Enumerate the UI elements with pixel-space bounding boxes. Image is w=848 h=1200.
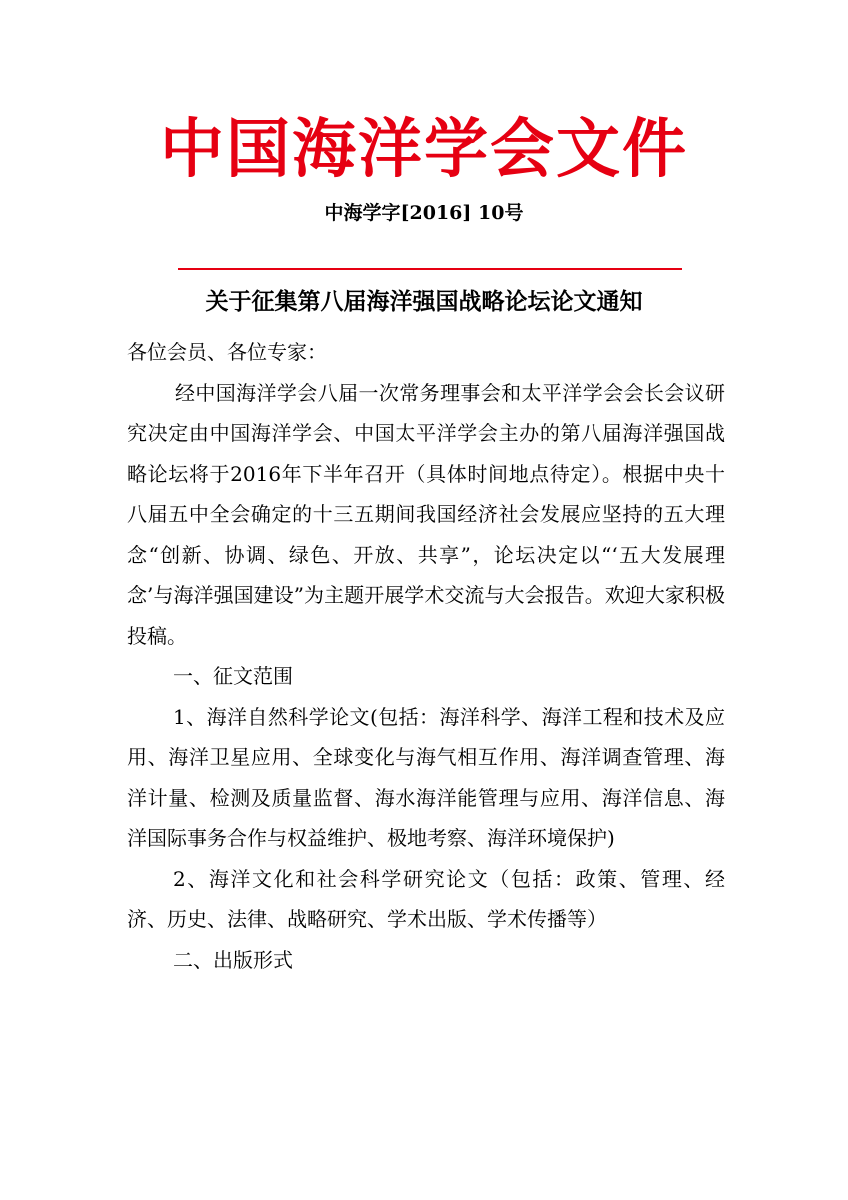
salutation: 各位会员、各位专家： (127, 340, 327, 364)
intro-paragraph: 经中国海洋学会八届一次常务理事会和太平洋学会会长会议研究决定由中国海洋学会、中国太平洋学会主办的第八届海洋强国战略论坛将于2016年下半年召开（具体时间地点待定）。根据中央十八届五中全会确定的十三五期间我国经济社会发展应坚持的五大理念“创新、协调、绿色、开放、共享”，论坛决定以“‘五大发展理念’与海洋强国建设”为主题开展学术交流与大会报告。欢迎大家积极投稿。 (127, 380, 725, 648)
red-divider-rule (178, 268, 682, 270)
section-heading-scope: 一、征文范围 (173, 664, 293, 688)
section-heading-publication: 二、出版形式 (173, 947, 293, 972)
scope-item-natural-science: 1、海洋自然科学论文(包括：海洋科学、海洋工程和技术及应用、海洋卫星应用、全球变化与海气相互作用、海洋调查管理、海洋计量、检测及质量监督、海水海洋能管理与应用、海洋信息、海洋国际事务合作与权益维护、极地考察、海洋环境保护) (127, 704, 725, 850)
scope-item-social-science: 2、海洋文化和社会科学研究论文（包括：政策、管理、经济、历史、法律、战略研究、学术出版、学术传播等） (127, 866, 725, 931)
document-body (127, 332, 725, 980)
document-number: 中海学字[2016] 10号 (324, 202, 524, 224)
notice-title: 关于征集第八届海洋强国战略论坛论文通知 (205, 288, 643, 315)
org-document-title: 中国海洋学会文件 (160, 112, 688, 187)
